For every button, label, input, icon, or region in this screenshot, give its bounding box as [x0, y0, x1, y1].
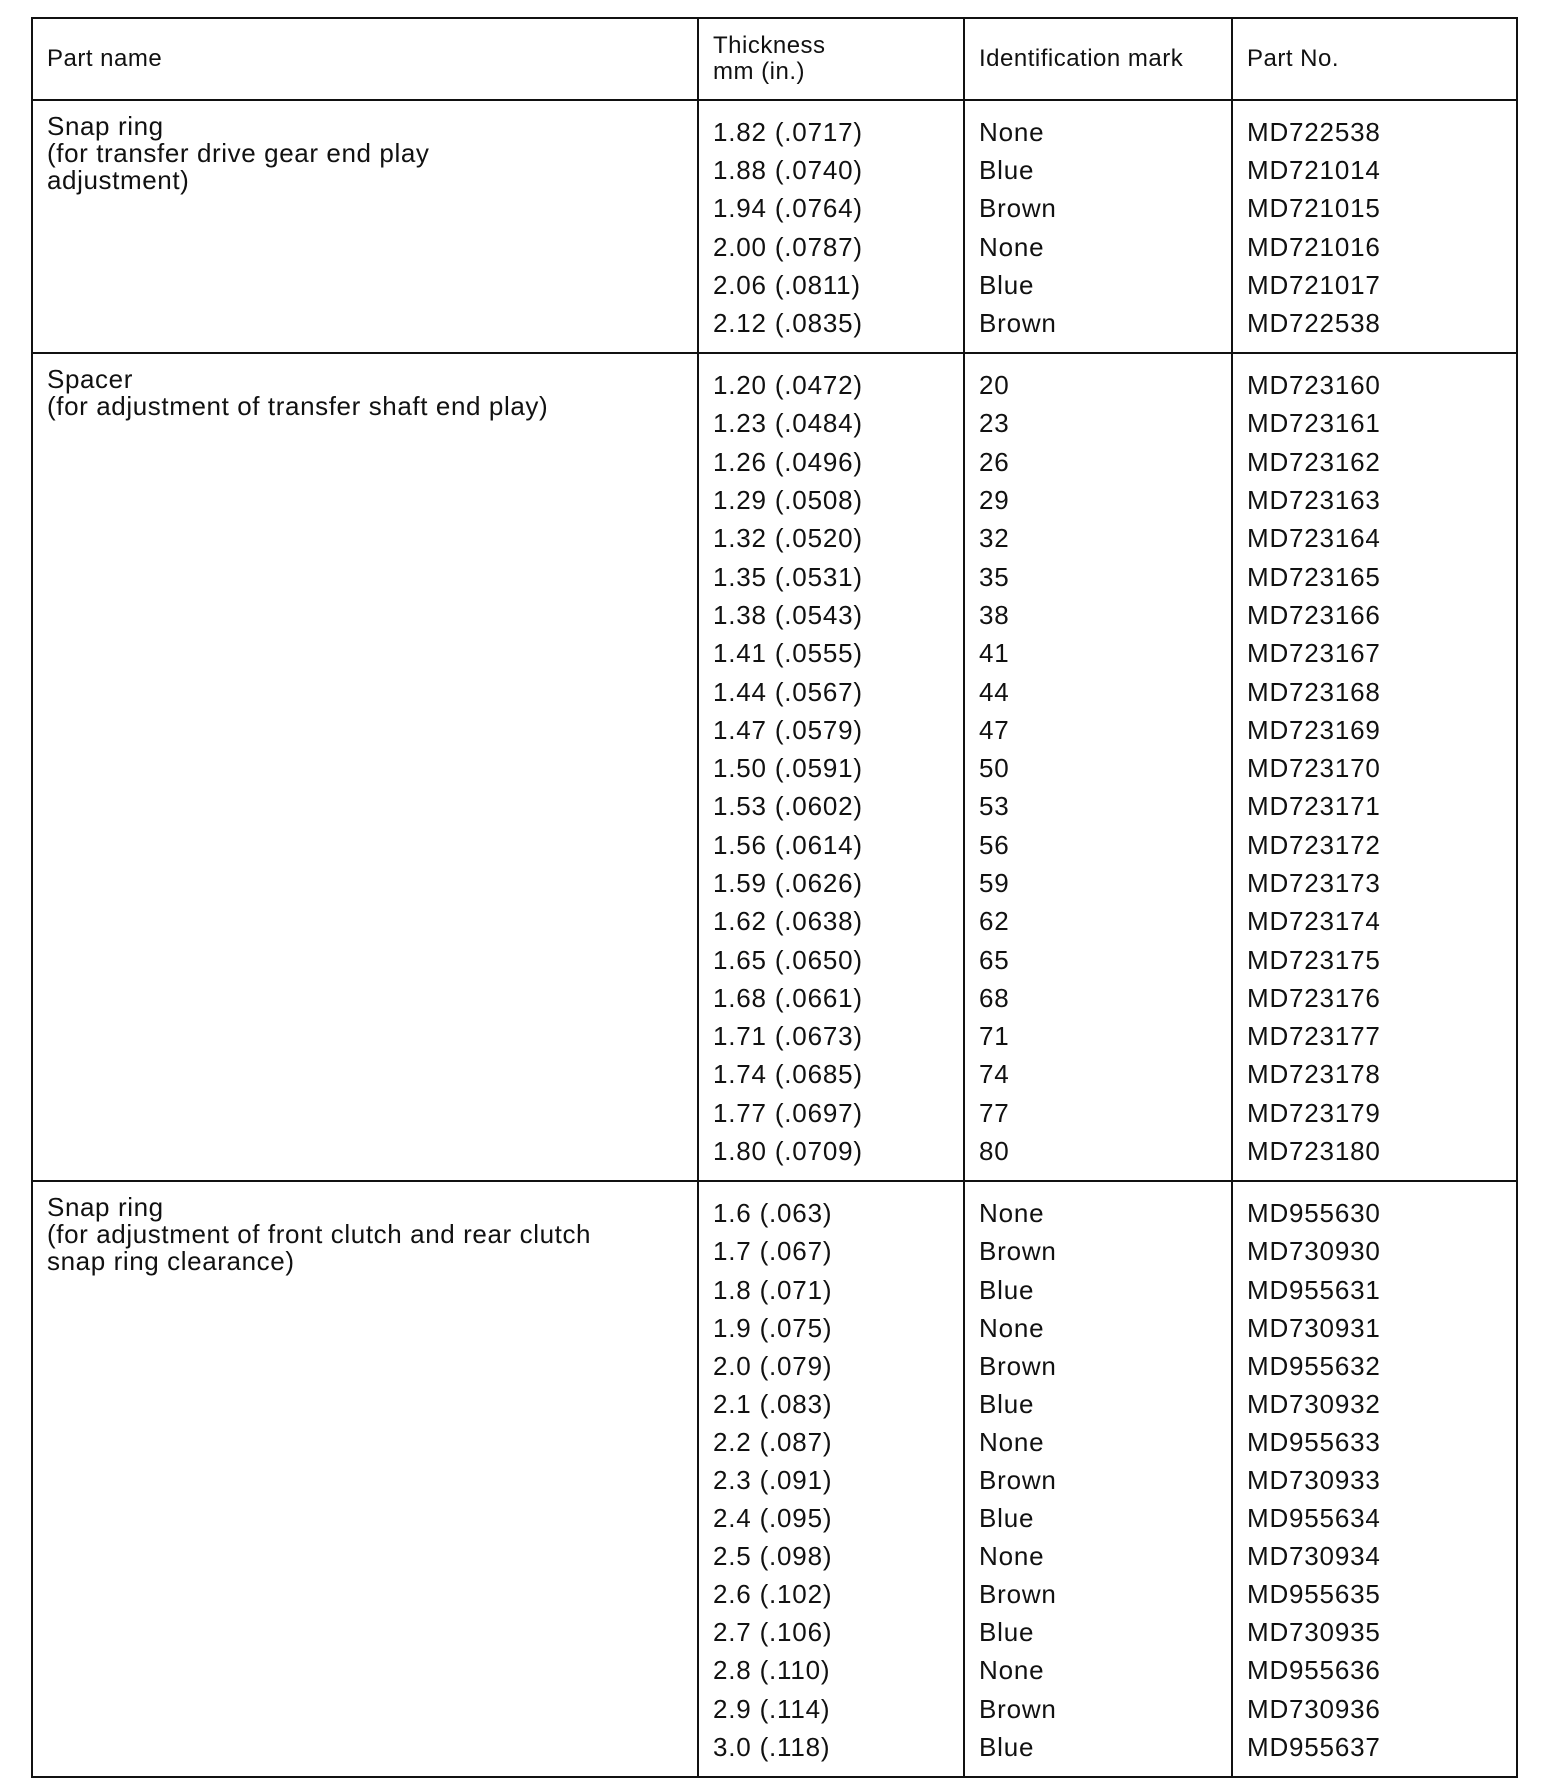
identification-mark-value: 68	[979, 982, 1010, 1013]
identification-mark-value: Blue	[979, 1731, 1035, 1762]
part-description-line2: snap ring clearance)	[47, 1246, 295, 1277]
header-part-name	[33, 19, 698, 100]
thickness-value: 1.8 (.071)	[713, 1274, 833, 1305]
part-number-value: MD955631	[1247, 1274, 1381, 1305]
thickness-value: 1.9 (.075)	[713, 1312, 833, 1343]
identification-mark-value: None	[979, 117, 1045, 147]
identification-mark-value: 32	[979, 523, 1010, 554]
identification-mark-value: 53	[979, 791, 1010, 822]
identification-mark-value: Blue	[979, 1388, 1035, 1419]
part-number-value: MD723174	[1247, 906, 1381, 937]
thickness-value: 2.0 (.079)	[713, 1350, 833, 1381]
part-number-value: MD723171	[1247, 791, 1381, 822]
identification-mark-value: 44	[979, 676, 1010, 707]
group-row-spacer-transfer-shaft	[33, 353, 1516, 1181]
identification-mark-value: Brown	[979, 1350, 1057, 1381]
identification-mark-value: 71	[979, 1021, 1010, 1052]
thickness-value: 1.59 (.0626)	[713, 867, 863, 898]
part-number-value: MD723164	[1247, 523, 1381, 554]
identification-mark-value: 65	[979, 944, 1010, 975]
part-number-value: MD721014	[1247, 155, 1381, 186]
part-number-value: MD723169	[1247, 714, 1381, 745]
thickness-value: 1.26 (.0496)	[713, 446, 863, 477]
part-number-value: MD730933	[1247, 1465, 1381, 1496]
thickness-value: 1.6 (.063)	[713, 1198, 833, 1229]
thickness-value: 1.23 (.0484)	[713, 408, 863, 439]
thickness-value: 1.35 (.0531)	[713, 561, 863, 592]
header-identification-mark	[964, 19, 1232, 100]
header-thickness-line1: Thickness	[713, 32, 826, 59]
part-number-value: MD955630	[1247, 1198, 1381, 1229]
thickness-value: 1.20 (.0472)	[713, 370, 863, 401]
part-number-value: MD723179	[1247, 1097, 1381, 1128]
thickness-value: 1.71 (.0673)	[713, 1021, 863, 1052]
identification-mark-cell	[964, 353, 1232, 1181]
identification-mark-cell	[964, 100, 1232, 353]
identification-mark-value: 80	[979, 1136, 1010, 1167]
header-thickness	[698, 19, 964, 100]
thickness-value: 1.41 (.0555)	[713, 638, 863, 669]
thickness-value: 2.06 (.0811)	[713, 269, 861, 300]
part-number-value: MD721017	[1247, 269, 1381, 300]
thickness-value: 2.9 (.114)	[713, 1693, 831, 1724]
part-number-value: MD723161	[1247, 408, 1381, 439]
identification-mark-value: 23	[979, 408, 1010, 439]
thickness-value: 2.2 (.087)	[713, 1426, 833, 1457]
thickness-value: 2.7 (.106)	[713, 1617, 833, 1648]
identification-mark-value: Brown	[979, 1465, 1057, 1496]
header-thickness-line2: mm (in.)	[713, 58, 805, 85]
part-name: Spacer	[47, 364, 133, 395]
thickness-value: 2.4 (.095)	[713, 1503, 833, 1534]
part-number-value: MD730930	[1247, 1236, 1381, 1267]
identification-mark-value: 41	[979, 638, 1010, 669]
identification-mark-value: 56	[979, 829, 1010, 860]
thickness-value: 2.00 (.0787)	[713, 231, 863, 262]
part-number-value: MD723160	[1247, 370, 1381, 401]
header-part-no	[1232, 19, 1516, 100]
part-number-value: MD723175	[1247, 944, 1381, 975]
part-description-line1: (for adjustment of transfer shaft end play)	[47, 391, 549, 422]
identification-mark-value: 20	[979, 370, 1010, 401]
identification-mark-value: 77	[979, 1097, 1010, 1128]
part-number-value: MD721016	[1247, 231, 1381, 262]
part-number-value: MD955634	[1247, 1503, 1381, 1534]
identification-mark-value: None	[979, 1198, 1045, 1229]
thickness-value: 2.12 (.0835)	[713, 307, 863, 338]
thickness-value: 1.88 (.0740)	[713, 155, 863, 186]
identification-mark-value: 62	[979, 906, 1010, 937]
identification-mark-value: Blue	[979, 1274, 1035, 1305]
header-part-no-text: Part No.	[1247, 45, 1340, 72]
identification-mark-value: 35	[979, 561, 1010, 592]
part-number-value: MD723166	[1247, 599, 1381, 630]
part-number-value: MD955636	[1247, 1655, 1381, 1686]
thickness-value: 1.80 (.0709)	[713, 1136, 863, 1167]
identification-mark-value: Brown	[979, 193, 1057, 224]
part-number-value: MD723168	[1247, 676, 1381, 707]
part-number-value: MD722538	[1247, 117, 1381, 147]
identification-mark-value: 59	[979, 867, 1010, 898]
identification-mark-cell	[964, 1181, 1232, 1775]
thickness-value: 1.94 (.0764)	[713, 193, 863, 224]
thickness-cell	[698, 353, 964, 1181]
part-number-cell	[1232, 1181, 1516, 1775]
identification-mark-value: 26	[979, 446, 1010, 477]
header-part-name-text: Part name	[47, 45, 163, 72]
identification-mark-value: Brown	[979, 307, 1057, 338]
identification-mark-value: 47	[979, 714, 1010, 745]
thickness-value: 3.0 (.118)	[713, 1731, 831, 1762]
part-name-cell	[33, 353, 698, 1181]
part-number-value: MD955633	[1247, 1426, 1381, 1457]
thickness-value: 1.47 (.0579)	[713, 714, 863, 745]
group-row-snap-ring-clutch	[33, 1181, 1516, 1775]
identification-mark-value: Blue	[979, 269, 1035, 300]
part-number-value: MD723167	[1247, 638, 1381, 669]
thickness-value: 1.74 (.0685)	[713, 1059, 863, 1090]
part-number-value: MD723170	[1247, 753, 1381, 784]
part-name-cell	[33, 1181, 698, 1775]
part-number-value: MD723177	[1247, 1021, 1381, 1052]
part-number-value: MD723178	[1247, 1059, 1381, 1090]
thickness-value: 1.65 (.0650)	[713, 944, 863, 975]
part-number-value: MD721015	[1247, 193, 1381, 224]
part-description-line2: adjustment)	[47, 165, 190, 195]
identification-mark-value: 74	[979, 1059, 1010, 1090]
identification-mark-value: Blue	[979, 155, 1035, 186]
identification-mark-value: None	[979, 1541, 1045, 1572]
part-number-value: MD730931	[1247, 1312, 1381, 1343]
thickness-value: 1.68 (.0661)	[713, 982, 863, 1013]
identification-mark-value: 29	[979, 485, 1010, 516]
thickness-value: 2.1 (.083)	[713, 1388, 833, 1419]
group-row-snap-ring-transfer-drive-gear	[33, 100, 1516, 353]
identification-mark-value: Blue	[979, 1617, 1035, 1648]
thickness-value: 2.3 (.091)	[713, 1465, 833, 1496]
identification-mark-value: None	[979, 1426, 1045, 1457]
thickness-cell	[698, 100, 964, 353]
part-number-value: MD723172	[1247, 829, 1381, 860]
parts-table	[33, 19, 1516, 1776]
part-description-line1: (for transfer drive gear end play	[47, 138, 430, 168]
thickness-cell	[698, 1181, 964, 1775]
part-number-cell	[1232, 100, 1516, 353]
thickness-value: 2.6 (.102)	[713, 1579, 833, 1610]
part-name: Snap ring	[47, 111, 164, 141]
part-number-value: MD730935	[1247, 1617, 1381, 1648]
thickness-value: 1.7 (.067)	[713, 1236, 833, 1267]
part-number-cell	[1232, 353, 1516, 1181]
part-name: Snap ring	[47, 1192, 164, 1223]
identification-mark-value: None	[979, 231, 1045, 262]
identification-mark-value: None	[979, 1312, 1045, 1343]
identification-mark-value: None	[979, 1655, 1045, 1686]
identification-mark-value: 50	[979, 753, 1010, 784]
thickness-value: 1.50 (.0591)	[713, 753, 863, 784]
header-row	[33, 19, 1516, 100]
part-number-value: MD723176	[1247, 982, 1381, 1013]
part-number-value: MD723163	[1247, 485, 1381, 516]
part-number-value: MD723173	[1247, 867, 1381, 898]
thickness-value: 1.77 (.0697)	[713, 1097, 863, 1128]
part-number-value: MD723180	[1247, 1136, 1381, 1167]
thickness-value: 1.44 (.0567)	[713, 676, 863, 707]
identification-mark-value: Brown	[979, 1579, 1057, 1610]
thickness-value: 1.82 (.0717)	[713, 117, 863, 147]
thickness-value: 1.29 (.0508)	[713, 485, 863, 516]
thickness-value: 1.32 (.0520)	[713, 523, 863, 554]
part-number-value: MD730934	[1247, 1541, 1381, 1572]
identification-mark-value: Blue	[979, 1503, 1035, 1534]
part-number-value: MD722538	[1247, 307, 1381, 338]
part-name-cell	[33, 100, 698, 353]
identification-mark-value: 38	[979, 599, 1010, 630]
thickness-value: 2.5 (.098)	[713, 1541, 833, 1572]
thickness-value: 1.56 (.0614)	[713, 829, 863, 860]
thickness-value: 1.38 (.0543)	[713, 599, 863, 630]
identification-mark-value: Brown	[979, 1236, 1057, 1267]
part-number-value: MD730932	[1247, 1388, 1381, 1419]
thickness-value: 1.62 (.0638)	[713, 906, 863, 937]
parts-table-sheet	[31, 17, 1518, 1778]
part-number-value: MD955637	[1247, 1731, 1381, 1762]
part-description-line1: (for adjustment of front clutch and rear clutch	[47, 1219, 592, 1250]
header-identification-mark-text: Identification mark	[979, 45, 1184, 72]
part-number-value: MD955635	[1247, 1579, 1381, 1610]
thickness-value: 2.8 (.110)	[713, 1655, 831, 1686]
part-number-value: MD723162	[1247, 446, 1381, 477]
thickness-value: 1.53 (.0602)	[713, 791, 863, 822]
part-number-value: MD723165	[1247, 561, 1381, 592]
part-number-value: MD730936	[1247, 1693, 1381, 1724]
identification-mark-value: Brown	[979, 1693, 1057, 1724]
part-number-value: MD955632	[1247, 1350, 1381, 1381]
